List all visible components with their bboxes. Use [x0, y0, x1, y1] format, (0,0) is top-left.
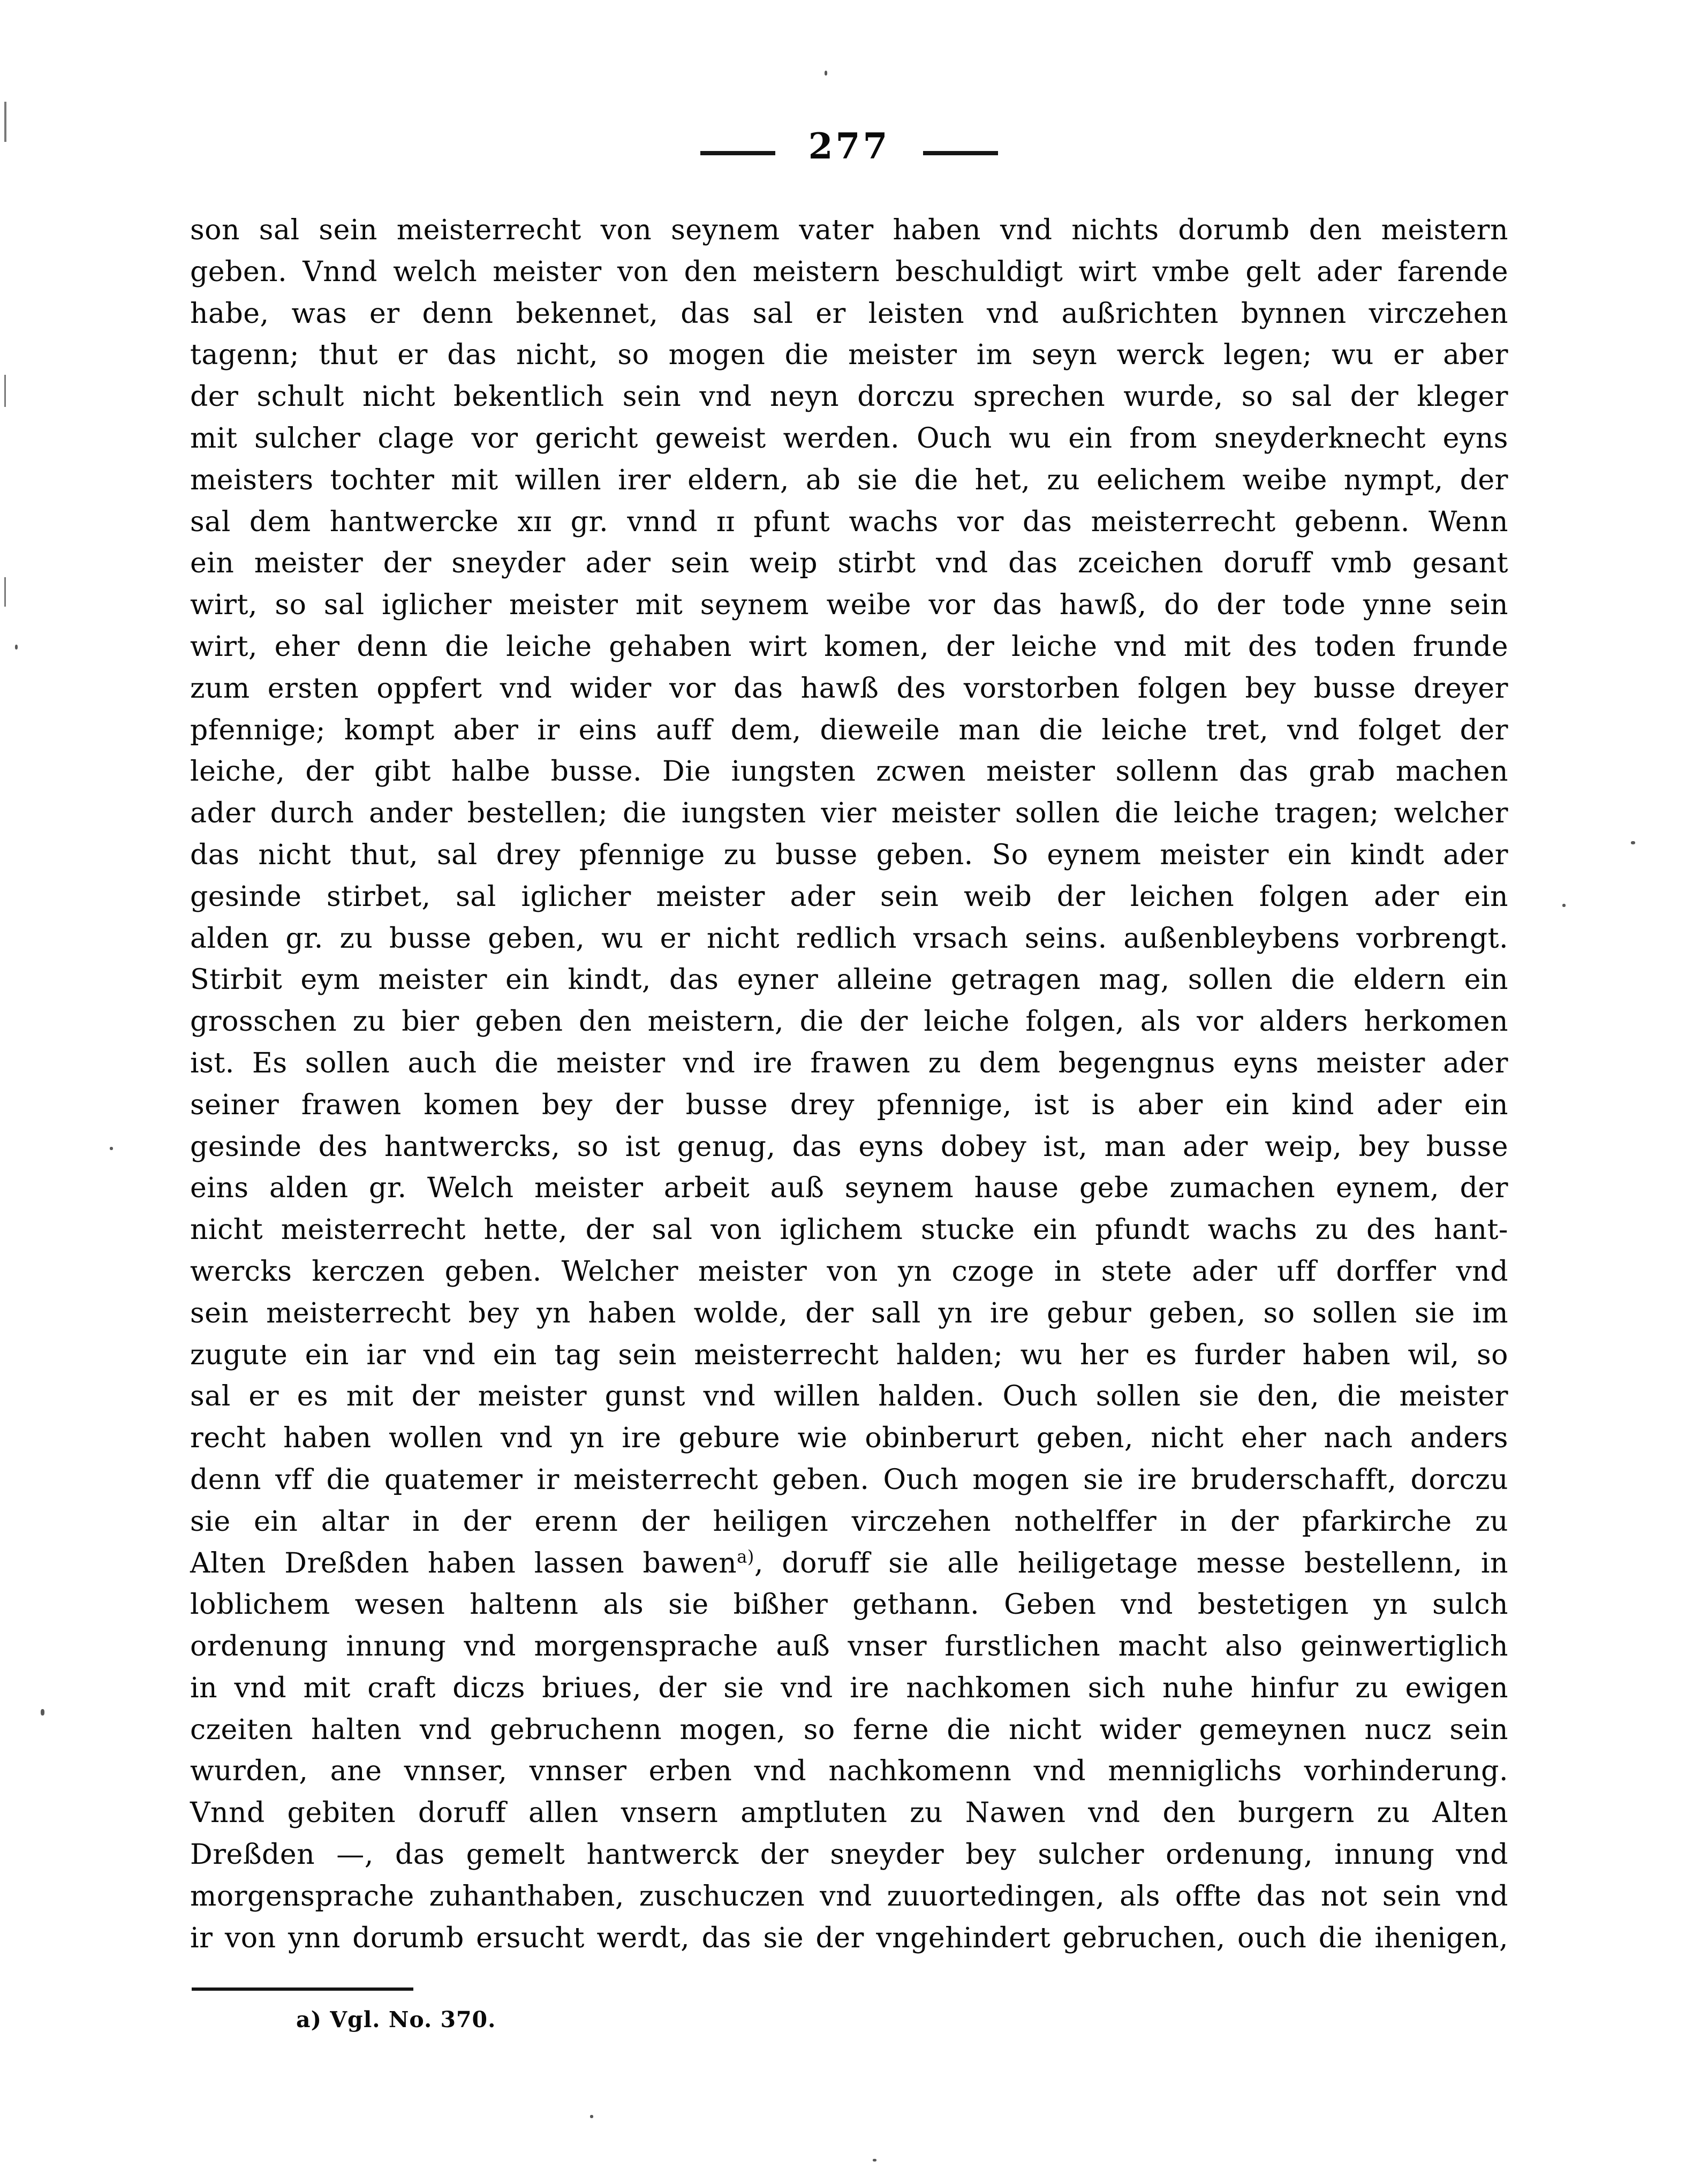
- header-right-dash: [923, 151, 998, 155]
- text-line: ader durch ander bestellen; die iungsten vier meister sollen die leiche tragen; welcher: [190, 797, 1508, 830]
- footnote-rule: [192, 1987, 413, 1991]
- text-line: gesinde des hantwercks, so ist genug, das eyns dobey ist, man ader weip, bey busse: [190, 1130, 1508, 1163]
- text-line: Vnnd gebiten doruff allen vnsern amptluten zu Nawen vnd den burgern zu Alten: [190, 1797, 1508, 1830]
- text-line: sal dem hantwercke xɪɪ gr. vnnd ɪɪ pfunt wachs vor das meisterrecht gebenn. Wenn: [190, 505, 1508, 538]
- text-line: gesinde stirbet, sal iglicher meister ader sein weib der leichen folgen ader ein: [190, 880, 1508, 913]
- scan-edge-mark: [4, 577, 6, 607]
- text-line: mit sulcher clage vor gericht geweist werden. Ouch wu ein from sneyderknecht eyns: [190, 422, 1508, 455]
- text-line: morgensprache zuhanthaben, zuschuczen vnd zuuortedingen, als offte das not sein vnd: [190, 1880, 1508, 1913]
- text-line: eins alden gr. Welch meister arbeit auß seynem hause gebe zumachen eynem, der: [190, 1172, 1508, 1205]
- text-line: sie ein altar in der erenn der heiligen virczehen nothelffer in der pfarkirche zu: [190, 1505, 1508, 1538]
- page-number: 277: [808, 125, 890, 167]
- text-line: leiche, der gibt halbe busse. Die iungsten zcwen meister sollenn das grab machen: [190, 755, 1508, 788]
- text-line: Dreßden —, das gemelt hantwerck der sneyder bey sulcher ordenung, innung vnd: [190, 1839, 1508, 1871]
- text-line: recht haben wollen vnd yn ire gebure wie obinberurt geben, nicht eher nach anders: [190, 1422, 1508, 1455]
- text-line: son sal sein meisterrecht von seynem vater haben vnd nichts dorumb den meistern: [190, 214, 1508, 246]
- text-line: loblichem wesen haltenn als sie bißher gethann. Geben vnd bestetigen yn sulch: [190, 1589, 1508, 1621]
- text-line: alden gr. zu busse geben, wu er nicht redlich vrsach seins. außenbleybens vorbrengt.: [190, 922, 1508, 955]
- text-line: sein meisterrecht bey yn haben wolde, der sall yn ire gebur geben, so sollen sie im: [190, 1297, 1508, 1329]
- text-line: zum ersten oppfert vnd wider vor das hawß des vorstorben folgen bey busse dreyer: [190, 672, 1508, 705]
- text-line: grosschen zu bier geben den meistern, die der leiche folgen, als vor alders herkomen: [190, 1006, 1508, 1038]
- scan-speck: [590, 2115, 593, 2118]
- text-line: nicht meisterrecht hette, der sal von iglichem stucke ein pfundt wachs zu des hant-: [190, 1214, 1508, 1246]
- scan-edge-mark: [4, 102, 6, 142]
- scan-speck: [15, 645, 18, 649]
- page-header: [190, 125, 1508, 167]
- text-line: der schult nicht bekentlich sein vnd neyn dorczu sprechen wurde, so sal der kleger: [190, 381, 1508, 413]
- text-line: pfennige; kompt aber ir eins auff dem, dieweile man die leiche tret, vnd folget der: [190, 714, 1508, 746]
- text-line: meisters tochter mit willen irer eldern, ab sie die het, zu eelichem weibe nympt, der: [190, 464, 1508, 496]
- text-line: in vnd mit craft diczs briues, der sie vnd ire nachkomen sich nuhe hinfur zu ewigen: [190, 1672, 1508, 1704]
- text-line: zugute ein iar vnd ein tag sein meisterrecht halden; wu her es furder haben wil, so: [190, 1339, 1508, 1371]
- scan-speck: [41, 1709, 44, 1716]
- scan-speck: [110, 1147, 113, 1150]
- scan-speck: [825, 71, 827, 75]
- footnote: a) Vgl. No. 370.: [296, 2007, 496, 2032]
- text-line: tagenn; thut er das nicht, so mogen die meister im seyn werck legen; wu er aber: [190, 339, 1508, 372]
- text-line: ordenung innung vnd morgensprache auß vnser furstlichen macht also geinwertiglich: [190, 1630, 1508, 1663]
- text-line: ist. Es sollen auch die meister vnd ire frawen zu dem begengnus eyns meister ader: [190, 1047, 1508, 1079]
- scan-speck: [873, 2159, 876, 2162]
- text-line: wirt, so sal iglicher meister mit seynem weibe vor das hawß, do der tode ynne sein: [190, 589, 1508, 622]
- scan-edge-mark: [4, 375, 6, 407]
- text-line: wirt, eher denn die leiche gehaben wirt komen, der leiche vnd mit des toden frunde: [190, 630, 1508, 663]
- scan-speck: [1631, 841, 1635, 844]
- text-line: denn vff die quatemer ir meisterrecht geben. Ouch mogen sie ire bruderschafft, dorczu: [190, 1463, 1508, 1496]
- text-line: geben. Vnnd welch meister von den meistern beschuldigt wirt vmbe gelt ader farende: [190, 255, 1508, 288]
- text-line: wurden, ane vnnser, vnnser erben vnd nachkomenn vnd menniglichs vorhinderung.: [190, 1755, 1508, 1788]
- text-line: seiner frawen komen bey der busse drey pfennige, ist is aber ein kind ader ein: [190, 1089, 1508, 1121]
- body-text: [190, 210, 1508, 1959]
- text-line: Alten Dreßden haben lassen bawen$^{a)}$, doruff sie alle heiligetage messe bestellenn, in: [190, 1546, 1508, 1580]
- text-line: wercks kerczen geben. Welcher meister von yn czoge in stete ader uff dorffer vnd: [190, 1255, 1508, 1288]
- text-line: habe, was er denn bekennet, das sal er leisten vnd außrichten bynnen virczehen: [190, 297, 1508, 330]
- text-line: sal er es mit der meister gunst vnd willen halden. Ouch sollen sie den, die meister: [190, 1380, 1508, 1413]
- text-line: ir von ynn dorumb ersucht werdt, das sie der vngehindert gebruchen, ouch die ihenigen,: [190, 1922, 1508, 1954]
- header-left-dash: [700, 151, 775, 155]
- text-line: ein meister der sneyder ader sein weip stirbt vnd das zceichen doruff vmb gesant: [190, 547, 1508, 580]
- scan-speck: [1562, 904, 1566, 907]
- text-line: Stirbit eym meister ein kindt, das eyner alleine getragen mag, sollen die eldern ein: [190, 964, 1508, 996]
- text-line: czeiten halten vnd gebruchenn mogen, so ferne die nicht wider gemeynen nucz sein: [190, 1713, 1508, 1746]
- text-line: das nicht thut, sal drey pfennige zu busse geben. So eynem meister ein kindt ader: [190, 838, 1508, 871]
